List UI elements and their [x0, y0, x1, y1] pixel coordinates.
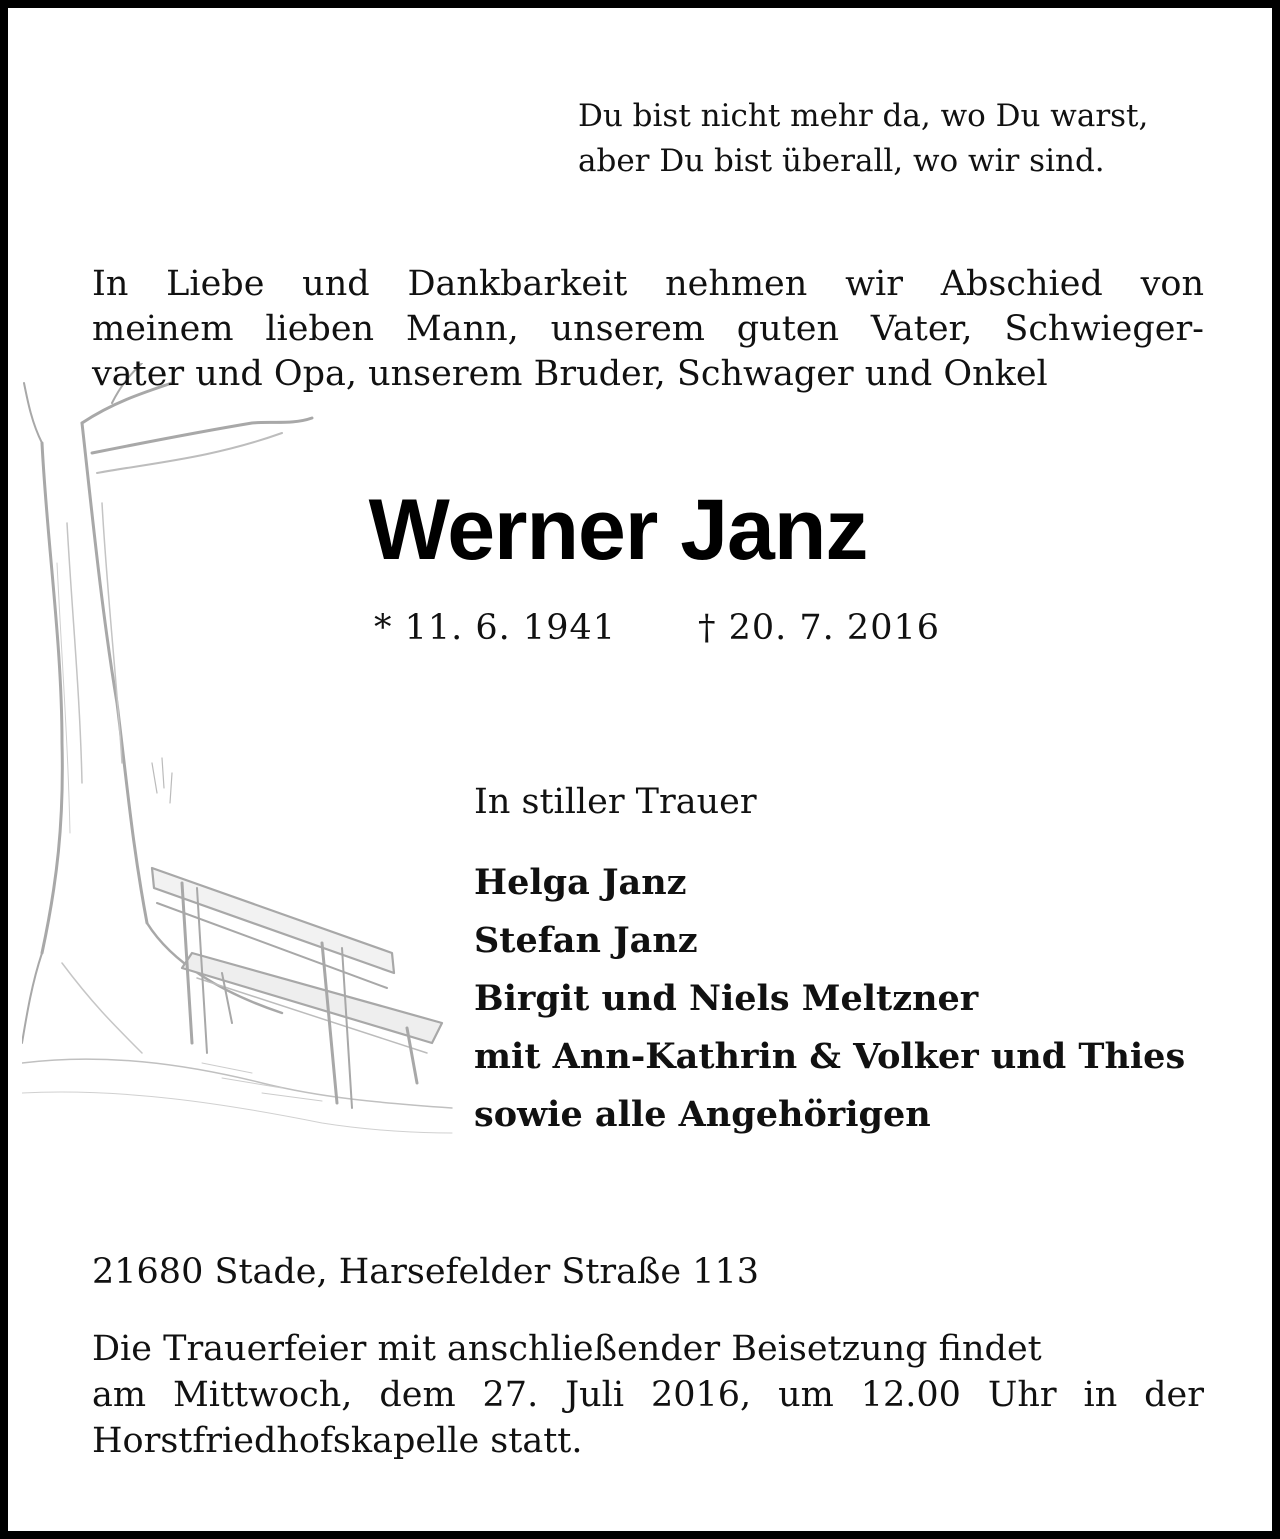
- death-date: † 20. 7. 2016: [698, 608, 941, 648]
- mourners-list: [474, 854, 1185, 1144]
- service-line: Die Trauerfeier mit anschließender Beisetzung findet: [92, 1329, 1042, 1369]
- mourner-name: Birgit und Niels Meltzner: [474, 978, 979, 1019]
- quote-line: Du bist nicht mehr da, wo Du warst,: [578, 98, 1149, 134]
- birth-date: * 11. 6. 1941: [374, 608, 617, 648]
- mourners-heading: In stiller Trauer: [474, 782, 757, 822]
- deceased-name: [8, 480, 1280, 580]
- quote-line: aber Du bist überall, wo wir sind.: [578, 143, 1105, 179]
- mourner-name: Helga Janz: [474, 862, 687, 903]
- intro-line: meinem lieben Mann, unserem guten Vater, Schwieger-: [92, 309, 1204, 349]
- mourner-name: sowie alle Angehörigen: [474, 1094, 931, 1135]
- epigraph-quote: [578, 94, 1148, 184]
- mourner-name: Stefan Janz: [474, 920, 698, 961]
- mourner-name: mit Ann-Kathrin & Volker und Thies: [474, 1036, 1186, 1077]
- intro-line: vater und Opa, unserem Bruder, Schwager und Onkel: [92, 354, 1048, 394]
- deceased-name-text: Werner Janz: [368, 482, 868, 578]
- service-line: Horstfriedhofskapelle statt.: [92, 1421, 583, 1461]
- family-address: 21680 Stade, Harsefelder Straße 113: [92, 1252, 760, 1292]
- intro-line: In Liebe und Dankbarkeit nehmen wir Abschied von: [92, 264, 1204, 304]
- funeral-service-info: [92, 1326, 1204, 1464]
- intro-text: [92, 262, 1204, 397]
- service-line: am Mittwoch, dem 27. Juli 2016, um 12.00 Uhr in der: [92, 1375, 1204, 1415]
